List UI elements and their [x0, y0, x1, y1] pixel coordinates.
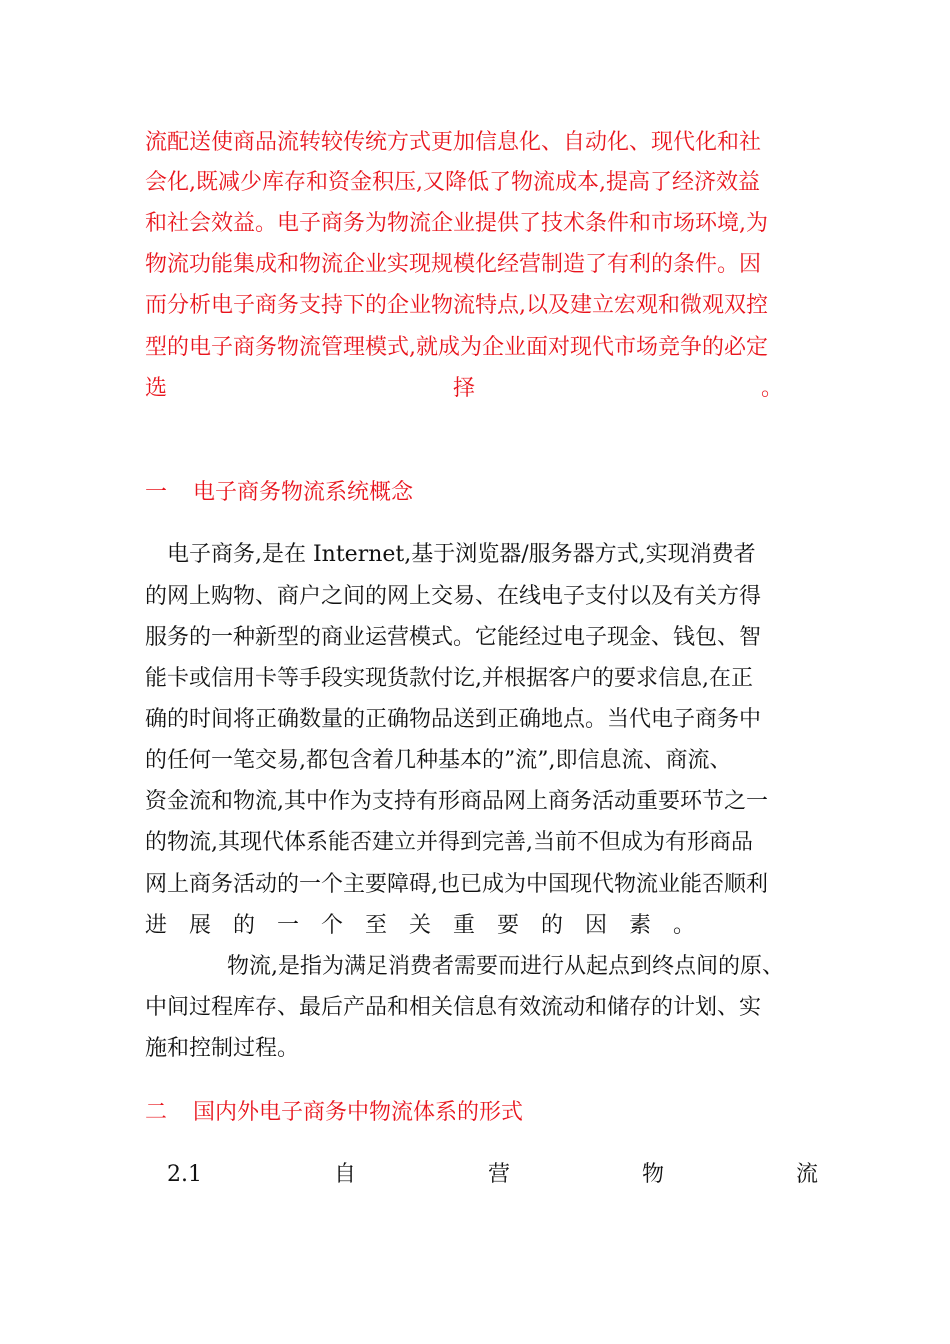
intro-line-6: 型的电子商务物流管理模式,就成为企业面对现代市场竞争的必定 — [145, 335, 768, 360]
s1-p2-line-1: 物流,是指为满足消费者需要而进行从起点到终点间的原、 — [227, 954, 784, 979]
s1-p1-line-8: 的物流,其现代体系能否建立并得到完善,当前不但成为有形商品 — [145, 830, 753, 855]
s1-p1-line-4: 能卡或信用卡等手段实现货款付讫,并根据客户的要求信息,在正 — [145, 666, 753, 691]
section-1-heading — [145, 478, 805, 508]
s1-p2-line-2: 中间过程库存、最后产品和相关信息有效流动和储存的计划、实 — [145, 995, 762, 1020]
s1-p1-line-5: 确的时间将正确数量的正确物品送到正确地点。当代电子商务中 — [145, 707, 762, 732]
section-2-number: 二 — [145, 1100, 168, 1125]
intro-line-4: 物流功能集成和物流企业实现规模化经营制造了有利的条件。因 — [145, 252, 762, 277]
intro-line-2: 会化,既减少库存和资金积压,又降低了物流成本,提高了经济效益 — [145, 170, 760, 195]
intro-line-7: 选 择 。 — [145, 376, 784, 401]
s1-p1-line-1: 电子商务,是在 Internet,基于浏览器/服务器方式,实现消费者 — [167, 542, 756, 567]
section-1-number: 一 — [145, 480, 168, 505]
s1-p1-line-7: 资金流和物流,其中作为支持有形商品网上商务活动重要环节之一 — [145, 789, 768, 814]
section-2-title: 国内外电子商务中物流体系的形式 — [193, 1100, 524, 1125]
s1-p1-line-10: 进 展 的 一 个 至 关 重 要 的 因 素 。 — [145, 913, 696, 938]
s1-p2-line-3: 施和控制过程。 — [145, 1036, 300, 1061]
section-2-heading — [145, 1098, 805, 1128]
subsection-2-1: 2.1 自 营 物 流 — [167, 1162, 818, 1187]
intro-line-1: 流配送使商品流转较传统方式更加信息化、自动化、现代化和社 — [145, 130, 762, 155]
intro-line-5: 而分析电子商务支持下的企业物流特点,以及建立宏观和微观双控 — [145, 293, 768, 318]
section-1-title: 电子商务物流系统概念 — [193, 480, 414, 505]
s1-p1-line-6: 的任何一笔交易,都包含着几种基本的”流”,即信息流、商流、 — [145, 748, 732, 773]
s1-p1-line-2: 的网上购物、商户之间的网上交易、在线电子支付以及有关方得 — [145, 584, 762, 609]
s1-p1-line-3: 服务的一种新型的商业运营模式。它能经过电子现金、钱包、智 — [145, 625, 762, 650]
s1-p1-line-9: 网上商务活动的一个主要障碍,也已成为中国现代物流业能否顺利 — [145, 872, 768, 897]
intro-line-3: 和社会效益。电子商务为物流企业提供了技术条件和市场环境,为 — [145, 211, 768, 236]
